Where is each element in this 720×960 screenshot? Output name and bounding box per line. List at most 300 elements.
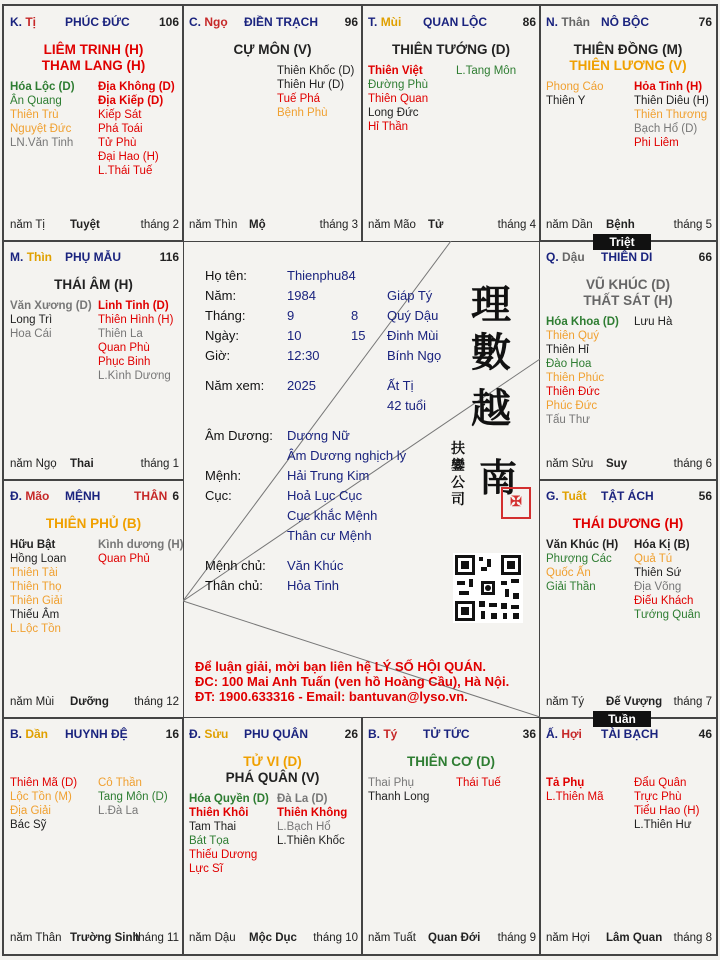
name-label: Họ tên: xyxy=(205,268,247,283)
main-star: VŨ KHÚC (D) xyxy=(586,277,670,292)
palace-name: THIÊN DI xyxy=(601,250,653,264)
life-stage: Thai xyxy=(70,458,94,470)
minor-star: Địa Kiếp (D) xyxy=(98,95,164,107)
am-duong-label: Âm Dương: xyxy=(205,428,273,443)
minor-star: Hóa Quyền (D) xyxy=(189,793,269,805)
palace-mao[interactable] xyxy=(3,479,184,719)
minor-star: L.Thiên Hư xyxy=(634,819,692,831)
minor-stars-left xyxy=(189,792,269,876)
minor-star: Nguyệt Đức xyxy=(10,123,72,135)
minor-star: Long Đức xyxy=(368,107,419,119)
minor-star: Kiếp Sát xyxy=(98,109,142,121)
year-marker: năm Thân xyxy=(10,932,62,944)
minor-star: Tấu Thư xyxy=(546,414,590,426)
minor-star: Lưu Hà xyxy=(634,316,673,328)
minor-star: Thiên Không xyxy=(277,807,348,819)
year-marker: năm Dậu xyxy=(189,932,236,944)
minor-stars-left xyxy=(10,299,92,341)
calligraphy-small: 扶鑾公司 xyxy=(451,441,465,508)
minor-star: Tam Thai xyxy=(189,821,237,833)
minor-star: L.Thiên Mã xyxy=(546,791,604,803)
palace-name: PHU QUÂN xyxy=(244,727,309,741)
earthly-branch: Tị xyxy=(25,15,37,29)
minor-stars-left xyxy=(10,80,75,150)
hour-value: 12:30 xyxy=(287,348,320,363)
calligraphy-char-3: 越 xyxy=(471,385,511,432)
than-marker: THÂN xyxy=(134,489,168,503)
day-label: Ngày: xyxy=(205,328,239,343)
minor-stars-right xyxy=(277,792,347,848)
main-stars xyxy=(540,516,716,532)
minor-stars-right xyxy=(98,776,168,818)
minor-star: Thiên Tài xyxy=(10,567,58,579)
minor-star: Địa Giải xyxy=(10,805,51,817)
life-stage: Đế Vượng xyxy=(606,696,663,708)
month-canchi: Quý Dậu xyxy=(387,308,439,323)
life-stage: Bệnh xyxy=(606,219,635,231)
year-marker: năm Mùi xyxy=(10,696,55,708)
minor-star: Cô Thần xyxy=(98,777,142,789)
month-marker: tháng 5 xyxy=(673,219,712,231)
palace-tuat[interactable] xyxy=(539,479,717,719)
palace-thin[interactable] xyxy=(3,240,184,481)
heavenly-stem: Q. xyxy=(546,250,559,264)
minor-stars-right xyxy=(98,80,175,178)
minor-star: Thiên Khôi xyxy=(189,807,249,819)
minor-stars-right xyxy=(634,80,709,150)
menh-value: Hải Trung Kim xyxy=(287,468,370,483)
minor-star: Tang Môn (D) xyxy=(98,791,168,803)
month-value: 9 xyxy=(287,308,295,323)
year-marker: năm Tị xyxy=(10,219,45,231)
minor-star: L.Kình Dương xyxy=(98,370,171,382)
minor-star: Thiên Khốc (D) xyxy=(277,65,355,77)
life-stage: Dưỡng xyxy=(70,696,109,708)
palace-number: 86 xyxy=(522,15,536,29)
earthly-branch: Thìn xyxy=(26,250,53,264)
minor-star: Thiên Giải xyxy=(10,595,63,607)
minor-stars-right xyxy=(634,776,699,832)
minor-star: Hỉ Thần xyxy=(368,121,409,133)
month-marker: tháng 7 xyxy=(673,696,712,708)
month-marker: tháng 4 xyxy=(497,219,536,231)
palace-footer xyxy=(10,219,179,233)
main-star: THẤT SÁT (H) xyxy=(583,293,673,308)
palace-footer xyxy=(546,458,712,472)
month-marker: tháng 8 xyxy=(673,932,712,944)
minor-star: Thiên Việt xyxy=(368,65,423,77)
palace-number: 66 xyxy=(698,250,712,264)
contact-info xyxy=(195,659,509,704)
minor-star: Hữu Bật xyxy=(10,539,56,551)
contact-line-2: ĐC: 100 Mai Anh Tuấn (ven hồ Hoàng Cầu), Hà Nội. xyxy=(195,674,510,689)
minor-star: Địa Không (D) xyxy=(98,81,175,93)
palace-header xyxy=(546,15,712,31)
main-star: THIÊN TƯỚNG (D) xyxy=(392,42,510,57)
minor-star: Phúc Đức xyxy=(546,400,598,412)
palace-footer xyxy=(368,932,536,946)
earthly-branch: Mão xyxy=(25,489,50,503)
minor-star: Thiên Thọ xyxy=(10,581,62,593)
minor-star: Tả Phụ xyxy=(546,777,585,789)
year-label: Năm: xyxy=(205,288,237,303)
palace-name: PHỤ MẪU xyxy=(65,250,121,264)
palace-name: TẬT ÁCH xyxy=(601,489,654,503)
am-duong-value: Dương Nữ xyxy=(287,428,350,443)
minor-stars-left xyxy=(10,776,77,832)
minor-star: L.Thiên Khốc xyxy=(277,835,345,847)
main-star: LIÊM TRINH (H) xyxy=(43,42,144,57)
main-stars xyxy=(183,754,362,786)
minor-star: Đẩu Quân xyxy=(634,777,687,789)
minor-star: Phục Binh xyxy=(98,356,151,368)
minor-stars-right xyxy=(98,538,183,566)
minor-star: Đại Hao (H) xyxy=(98,151,159,163)
month-marker: tháng 9 xyxy=(497,932,536,944)
earthly-branch: Dậu xyxy=(562,250,585,264)
palace-number: 16 xyxy=(165,727,179,741)
main-stars xyxy=(183,42,362,58)
palace-header xyxy=(10,727,179,743)
menh-label: Mệnh: xyxy=(205,468,242,483)
minor-star: Quốc Ấn xyxy=(546,567,591,579)
main-stars xyxy=(540,277,716,309)
palace-mui[interactable] xyxy=(361,5,541,242)
main-stars xyxy=(4,516,183,532)
year-marker: năm Hợi xyxy=(546,932,590,944)
calligraphy-char-2: 數 xyxy=(471,329,511,376)
heavenly-stem: B. xyxy=(10,727,22,741)
palace-name: NÔ BỘC xyxy=(601,15,649,29)
palace-footer xyxy=(368,219,536,233)
year-marker: năm Tuất xyxy=(368,932,416,944)
palace-than[interactable] xyxy=(539,5,717,242)
minor-star: Thái Tuế xyxy=(456,777,501,789)
minor-star: Lộc Tồn (M) xyxy=(10,791,72,803)
minor-star: Thiên Hình (H) xyxy=(98,314,174,326)
year-marker: năm Dần xyxy=(546,219,593,231)
minor-star: L.Tang Môn xyxy=(456,65,517,77)
palace-number: 26 xyxy=(344,727,358,741)
life-stage: Lâm Quan xyxy=(606,932,663,944)
month-marker: tháng 10 xyxy=(313,932,358,944)
view-year-canchi: Ất Tị xyxy=(387,378,414,393)
life-stage: Quan Đới xyxy=(428,932,481,944)
palace-number: 116 xyxy=(159,250,179,264)
life-stage: Tử xyxy=(428,219,444,231)
month-marker: tháng 3 xyxy=(319,219,358,231)
minor-stars-right xyxy=(456,64,516,78)
minor-stars-left xyxy=(368,64,428,134)
minor-star: Thiên Hỉ xyxy=(546,344,589,356)
minor-star: Thiên Diêu (H) xyxy=(634,95,709,107)
year-marker: năm Tý xyxy=(546,696,585,708)
minor-star: Thiếu Âm xyxy=(10,609,60,621)
month-marker: tháng 2 xyxy=(140,219,179,231)
minor-star: Phượng Các xyxy=(546,553,612,565)
minor-star: Địa Võng xyxy=(634,581,682,593)
minor-star: Thiên Trù xyxy=(10,109,59,121)
palace-ti[interactable] xyxy=(3,5,184,242)
minor-star: Thiên Quý xyxy=(546,330,600,342)
minor-star: Phi Liêm xyxy=(634,137,679,149)
minor-stars-left xyxy=(546,80,604,108)
minor-star: Trực Phù xyxy=(634,791,682,803)
earthly-branch: Tý xyxy=(383,727,398,741)
palace-name: PHÚC ĐỨC xyxy=(65,15,130,29)
cuc-value: Hoả Lục Cục xyxy=(287,488,363,503)
life-stage: Trường Sinh xyxy=(70,932,140,944)
main-star: THÁI ÂM (H) xyxy=(54,277,133,292)
life-stage: Mộ xyxy=(249,219,266,231)
main-star: PHÁ QUÂN (V) xyxy=(225,770,320,785)
year-marker: năm Mão xyxy=(368,219,416,231)
minor-stars-right xyxy=(634,315,672,329)
view-year-value: 2025 xyxy=(287,378,316,393)
main-stars xyxy=(4,42,183,74)
heavenly-stem: N. xyxy=(546,15,558,29)
than-chu-value: Hỏa Tinh xyxy=(287,578,340,593)
minor-star: Thiên Quan xyxy=(368,93,429,105)
heavenly-stem: M. xyxy=(10,250,24,264)
minor-star: L.Đà La xyxy=(98,805,139,817)
minor-star: Quan Phù xyxy=(98,342,150,354)
minor-star: Bát Tọa xyxy=(189,835,230,847)
palace-header xyxy=(546,489,712,505)
minor-star: Bác Sỹ xyxy=(10,819,47,831)
minor-star: Lực Sĩ xyxy=(189,863,223,875)
earthly-branch: Tuất xyxy=(562,489,587,503)
main-star: TỬ VI (D) xyxy=(243,754,302,769)
minor-star: Thiên Hư (D) xyxy=(277,79,345,91)
main-star: THIÊN LƯƠNG (V) xyxy=(569,58,687,73)
menh-chu-value: Văn Khúc xyxy=(287,558,344,573)
minor-star: Ân Quang xyxy=(10,95,62,107)
palace-number: 76 xyxy=(698,15,712,29)
palace-ty[interactable] xyxy=(361,717,541,955)
year-value: 1984 xyxy=(287,288,316,303)
minor-star: Thiên Thương xyxy=(634,109,708,121)
minor-stars-right xyxy=(634,538,700,622)
minor-star: Thiên La xyxy=(98,328,143,340)
minor-star: Hóa Lộc (D) xyxy=(10,81,75,93)
minor-star: Tử Phù xyxy=(98,137,137,149)
minor-star: Hóa Kị (B) xyxy=(634,539,690,551)
palace-footer xyxy=(189,932,358,946)
palace-number: 46 xyxy=(698,727,712,741)
minor-stars-left xyxy=(368,776,429,804)
minor-star: L.Lộc Tồn xyxy=(10,623,61,635)
minor-star: Thiên Sứ xyxy=(634,567,682,579)
palace-number: 106 xyxy=(158,15,179,29)
minor-star: Hỏa Tinh (H) xyxy=(634,81,703,93)
minor-star: Giải Thần xyxy=(546,581,596,593)
palace-number: 36 xyxy=(522,727,536,741)
palace-dau[interactable] xyxy=(539,240,717,481)
palace-header xyxy=(546,250,712,266)
minor-star: Thai Phụ xyxy=(368,777,415,789)
minor-star: L.Bạch Hổ xyxy=(277,821,331,833)
palace-footer xyxy=(10,932,179,946)
life-stage: Suy xyxy=(606,458,628,470)
minor-star: Thiên Phúc xyxy=(546,372,605,384)
earthly-branch: Dần xyxy=(25,727,49,741)
year-marker: năm Ngọ xyxy=(10,458,57,470)
main-stars xyxy=(362,42,540,58)
minor-star: Đào Hoa xyxy=(546,358,592,370)
palace-header xyxy=(10,15,179,31)
red-seal-icon: ✠ xyxy=(501,487,531,519)
heavenly-stem: G. xyxy=(546,489,559,503)
calligraphy-char-1: 理 xyxy=(471,281,511,328)
minor-star: Hóa Khoa (D) xyxy=(546,316,619,328)
minor-star: Đà La (D) xyxy=(277,793,328,805)
palace-hoi[interactable] xyxy=(539,717,717,955)
earthly-branch: Thân xyxy=(561,15,591,29)
earthly-branch: Mùi xyxy=(380,15,402,29)
palace-header xyxy=(368,15,536,31)
than-chu-label: Thân chủ: xyxy=(205,578,263,593)
palace-dan[interactable] xyxy=(3,717,184,955)
minor-star: Hồng Loan xyxy=(10,553,67,565)
contact-line-1: Để luận giải, mời bạn liên hệ LÝ SỐ HỘI QUÁN. xyxy=(195,659,486,674)
palace-footer xyxy=(546,932,712,946)
palace-header xyxy=(10,489,179,505)
cuc-note-1: Cục khắc Mệnh xyxy=(287,508,378,523)
main-stars xyxy=(4,277,183,293)
main-stars xyxy=(362,754,540,770)
age-value: 42 tuổi xyxy=(387,398,427,413)
qr-code-icon[interactable] xyxy=(453,553,523,623)
view-year-label: Năm xem: xyxy=(205,378,265,393)
contact-line-3: ĐT: 1900.633316 - Email: bantuvan@lyso.vn. xyxy=(195,689,468,704)
palace-name: HUYNH ĐỆ xyxy=(65,727,128,741)
palace-ngo[interactable] xyxy=(182,5,363,242)
year-marker: năm Sửu xyxy=(546,458,594,470)
palace-header xyxy=(189,727,358,743)
month-marker: tháng 6 xyxy=(673,458,712,470)
triet-badge: Triệt xyxy=(593,234,651,250)
palace-footer xyxy=(10,458,179,472)
month-marker: tháng 1 xyxy=(140,458,179,470)
minor-star: Văn Khúc (H) xyxy=(546,539,619,551)
name-value: Thienphu84 xyxy=(287,268,356,283)
am-duong-note: Âm Dương nghịch lý xyxy=(287,448,407,463)
minor-star: Thiên Đức xyxy=(546,386,600,398)
heavenly-stem: Đ. xyxy=(189,727,201,741)
minor-star: Tướng Quân xyxy=(634,609,701,621)
main-star: THIÊN ĐỒNG (M) xyxy=(573,42,683,57)
earthly-branch: Hợi xyxy=(561,727,582,741)
minor-stars-left xyxy=(10,538,66,636)
palace-footer xyxy=(546,696,712,710)
main-star: THÁI DƯƠNG (H) xyxy=(572,516,684,531)
minor-star: Điếu Khách xyxy=(634,595,694,607)
palace-number: 56 xyxy=(698,489,712,503)
minor-star: Phong Cáo xyxy=(546,81,604,93)
palace-footer xyxy=(189,219,358,233)
minor-star: Long Trì xyxy=(10,314,53,326)
heavenly-stem: B. xyxy=(368,727,380,741)
day-canchi: Đinh Mùi xyxy=(387,328,439,343)
minor-stars-right xyxy=(277,64,354,120)
minor-star: Quả Tú xyxy=(634,553,673,565)
minor-star: Linh Tinh (D) xyxy=(98,300,169,312)
main-star: THIÊN CƠ (D) xyxy=(406,754,495,769)
palace-footer xyxy=(10,696,179,710)
life-stage: Tuyệt xyxy=(70,219,100,231)
day-lunar: 15 xyxy=(351,328,366,343)
minor-star: LN.Văn Tinh xyxy=(10,137,74,149)
month-marker: tháng 12 xyxy=(134,696,179,708)
heavenly-stem: Ấ. xyxy=(546,727,558,741)
palace-name: ĐIỀN TRẠCH xyxy=(244,15,318,29)
tuan-badge: Tuần xyxy=(593,711,651,727)
chart-board xyxy=(2,4,718,956)
minor-stars-left xyxy=(546,538,618,594)
month-label: Tháng: xyxy=(205,308,246,323)
minor-star: Thiên Y xyxy=(546,95,586,107)
minor-star: Phá Toái xyxy=(98,123,143,135)
heavenly-stem: K. xyxy=(10,15,22,29)
palace-name: QUAN LỘC xyxy=(423,15,487,29)
earthly-branch: Ngọ xyxy=(204,15,228,29)
minor-star: Bạch Hổ (D) xyxy=(634,123,698,135)
month-marker: tháng 11 xyxy=(135,932,179,944)
minor-stars-left xyxy=(546,315,619,427)
palace-number: 96 xyxy=(344,15,358,29)
minor-stars-left xyxy=(546,776,604,804)
heavenly-stem: C. xyxy=(189,15,201,29)
palace-header xyxy=(10,250,179,266)
minor-stars-right xyxy=(98,299,173,383)
minor-star: Bệnh Phù xyxy=(277,107,328,119)
minor-star: Văn Xương (D) xyxy=(10,300,92,312)
hour-canchi: Bính Ngọ xyxy=(387,348,442,363)
minor-star: Đường Phù xyxy=(368,79,428,91)
cuc-note-2: Thân cư Mệnh xyxy=(287,528,372,543)
calligraphy-char-4: 南 xyxy=(479,455,518,500)
main-stars xyxy=(540,42,716,74)
menh-chu-label: Mệnh chủ: xyxy=(205,558,266,573)
minor-star: Thanh Long xyxy=(368,791,430,803)
center-info xyxy=(183,241,541,717)
main-star: THIÊN PHỦ (B) xyxy=(45,516,142,531)
year-marker: năm Thìn xyxy=(189,219,238,231)
palace-name: TỬ TỨC xyxy=(423,727,470,741)
palace-suu[interactable] xyxy=(182,717,363,955)
minor-star: L.Thái Tuế xyxy=(98,165,153,177)
hour-label: Giờ: xyxy=(205,348,231,363)
cuc-label: Cục: xyxy=(205,488,232,503)
main-star: CỰ MÔN (V) xyxy=(233,42,312,57)
minor-star: Tiểu Hao (H) xyxy=(634,805,700,817)
day-value: 10 xyxy=(287,328,302,343)
minor-star: Tuế Phá xyxy=(277,93,321,105)
heavenly-stem: T. xyxy=(368,15,378,29)
palace-name: TÀI BẠCH xyxy=(601,727,659,741)
minor-star: Quan Phủ xyxy=(98,553,150,565)
month-lunar: 8 xyxy=(351,308,359,323)
year-canchi: Giáp Tý xyxy=(387,288,433,303)
minor-star: Kình dương (H) xyxy=(98,539,184,551)
palace-header xyxy=(189,15,358,31)
palace-footer xyxy=(546,219,712,233)
life-stage: Mộc Dục xyxy=(249,932,297,944)
minor-star: Thiếu Dương xyxy=(189,849,258,861)
main-star: THAM LANG (H) xyxy=(41,58,146,73)
earthly-branch: Sửu xyxy=(204,727,229,741)
